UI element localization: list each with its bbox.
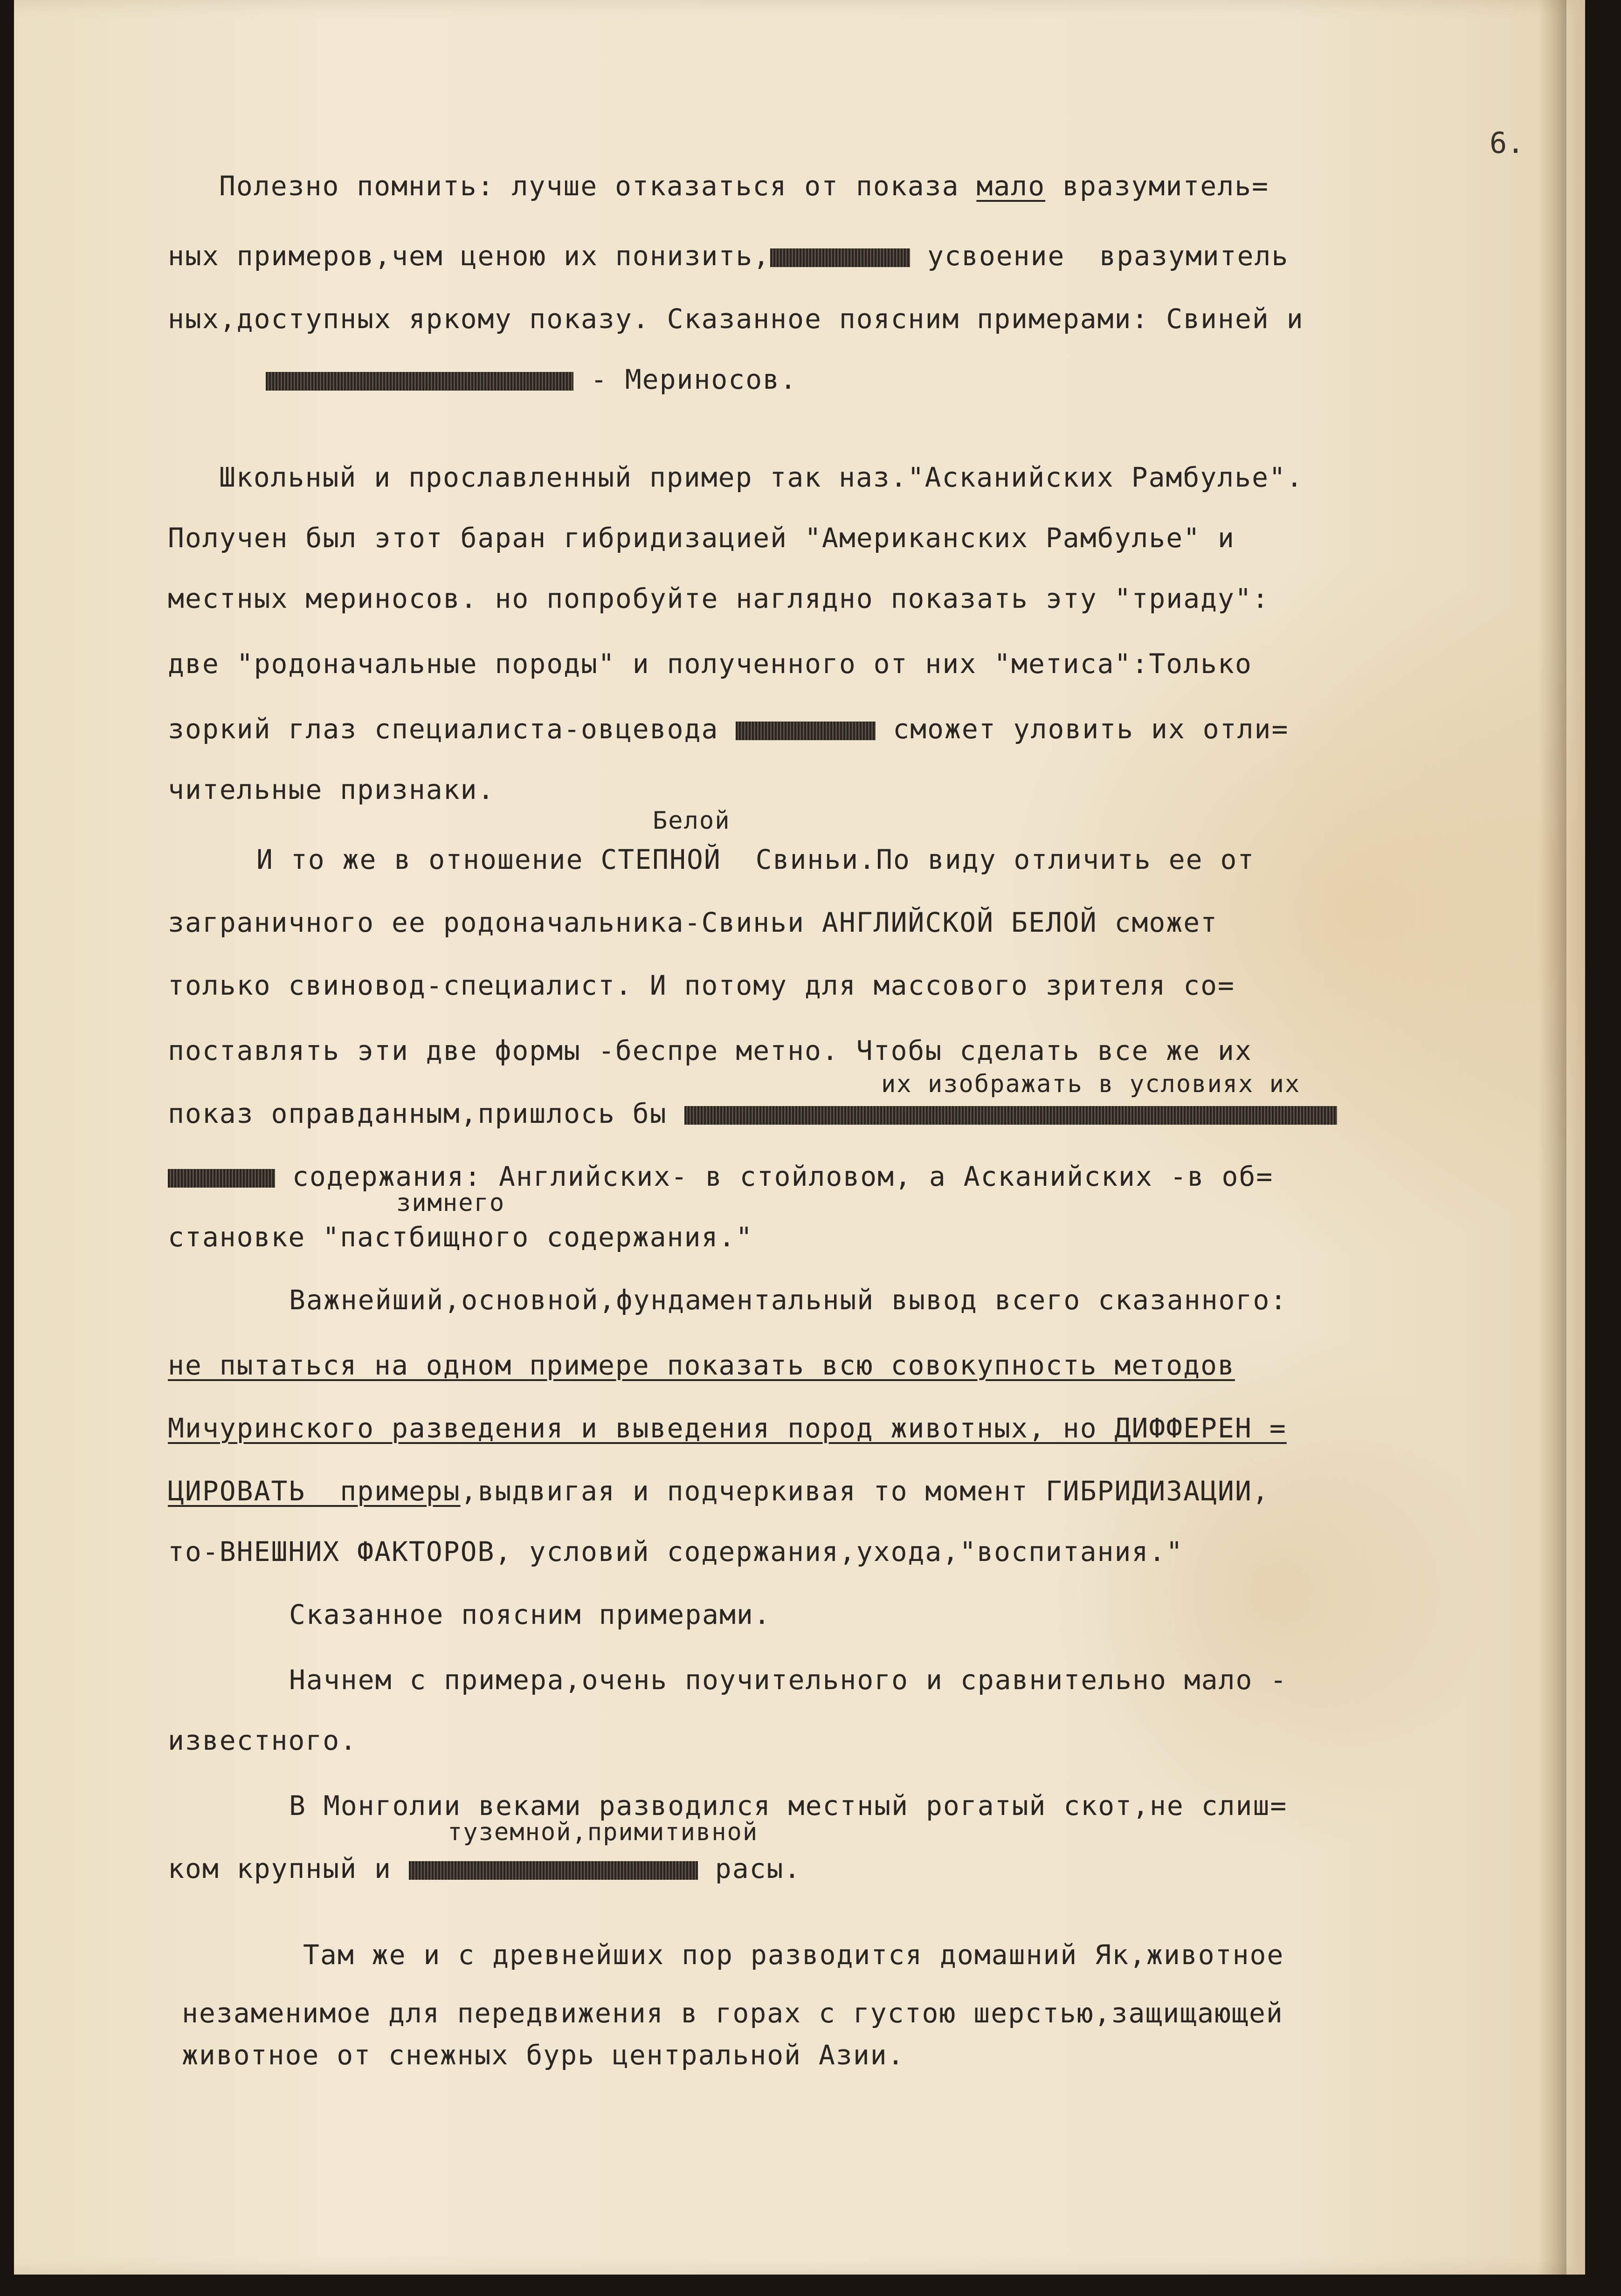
text-line-9: зоркий глаз специалиста-овцевода сможет уловить их отли= [168, 713, 1289, 745]
text-line-29: незаменимое для передвижения в горах с густою шерстью,защищающей [182, 1997, 1283, 2029]
struck-out-text [684, 1106, 1337, 1125]
struck-out-text [736, 722, 876, 740]
text-line-3: ных,доступных яркому показу. Сказанное поясним примерами: Свиней и [168, 303, 1304, 335]
text-line-26: В Монголии веками разводился местный рогатый скот,не слиш= [289, 1790, 1288, 1822]
text-line-21: ЦИРОВАТЬ примеры,выдвигая и подчеркивая то момент ГИБРИДИЗАЦИИ, [168, 1475, 1269, 1507]
text-line-30: животное от снежных бурь центральной Азии. [182, 2039, 905, 2071]
inserted-phrase: их изображать в условиях их [881, 1070, 1301, 1098]
page-edge-shadow [1538, 0, 1566, 2275]
text-line-20: Мичуринского разведения и выведения пород животных, но ДИФФЕРЕН = [168, 1412, 1287, 1444]
text-line-4: - Мериносов. [266, 366, 797, 393]
page-number: 6. [1490, 126, 1524, 160]
text-line-27: ком крупный и расы. [168, 1853, 801, 1884]
text-line-10: чительные признаки. [168, 774, 495, 805]
struck-out-text [168, 1169, 275, 1188]
text-line-28: Там же и с древнейших пор разводится домашний Як,животное [303, 1939, 1284, 1971]
text-line-13: только свиновод-специалист. И потому для массового зрителя со= [168, 969, 1235, 1001]
text-line-6: Получен был этот баран гибридизацией "Американских Рамбулье" и [168, 522, 1235, 554]
text-line-12: заграничного ее родоначальника-Свиньи АНГЛИЙСКОЙ БЕЛОЙ сможет [168, 907, 1218, 938]
text-line-14: поставлять эти две формы -беспре метно. Чтобы сделать все же их [168, 1035, 1252, 1066]
text-line-25: известного. [168, 1725, 358, 1756]
struck-out-text [409, 1861, 698, 1880]
inserted-word: зимнего [396, 1189, 505, 1217]
text-line-7: местных мериносов. но попробуйте наглядно показать эту "триаду": [168, 583, 1269, 614]
text-line-24: Начнем с примера,очень поучительного и сравнительно мало - [289, 1664, 1288, 1696]
struck-out-text [770, 248, 910, 267]
text-line-8: две "родоначальные породы" и полученного от них "метиса":Только [168, 648, 1252, 680]
text-line-22: то-ВНЕШНИХ ФАКТОРОВ, условий содержания,ухода,"воспитания." [168, 1536, 1184, 1567]
text-line-5: Школьный и прославленный пример так наз."Асканийских Рамбулье". [219, 461, 1304, 493]
text-line-23: Сказанное поясним примерами. [289, 1599, 771, 1630]
document-page [14, 0, 1585, 2275]
text-line-17: становке "пастбищного содержания." [168, 1221, 753, 1253]
inserted-word: Белой [653, 807, 731, 835]
text-line-1: Полезно помнить: лучше отказаться от показа мало вразумитель= [219, 170, 1269, 202]
inserted-phrase: туземной,примитивной [448, 1818, 759, 1846]
text-line-18: Важнейший,основной,фундаментальный вывод всего сказанного: [289, 1284, 1288, 1316]
struck-out-text [266, 372, 573, 391]
text-line-2: ных примеров,чем ценою их понизить, усвоение вразумитель [168, 240, 1289, 272]
text-line-16: содержания: Английских- в стойловом, а Асканийских -в об= [168, 1163, 1273, 1190]
text-line-19: не пытаться на одном примере показать всю совокупность методов [168, 1349, 1235, 1381]
text-line-11: И то же в отношение СТЕПНОЙ Свиньи.По виду отличить ее от [256, 844, 1255, 875]
text-line-15: показ оправданным,пришлось бы [168, 1100, 1337, 1127]
